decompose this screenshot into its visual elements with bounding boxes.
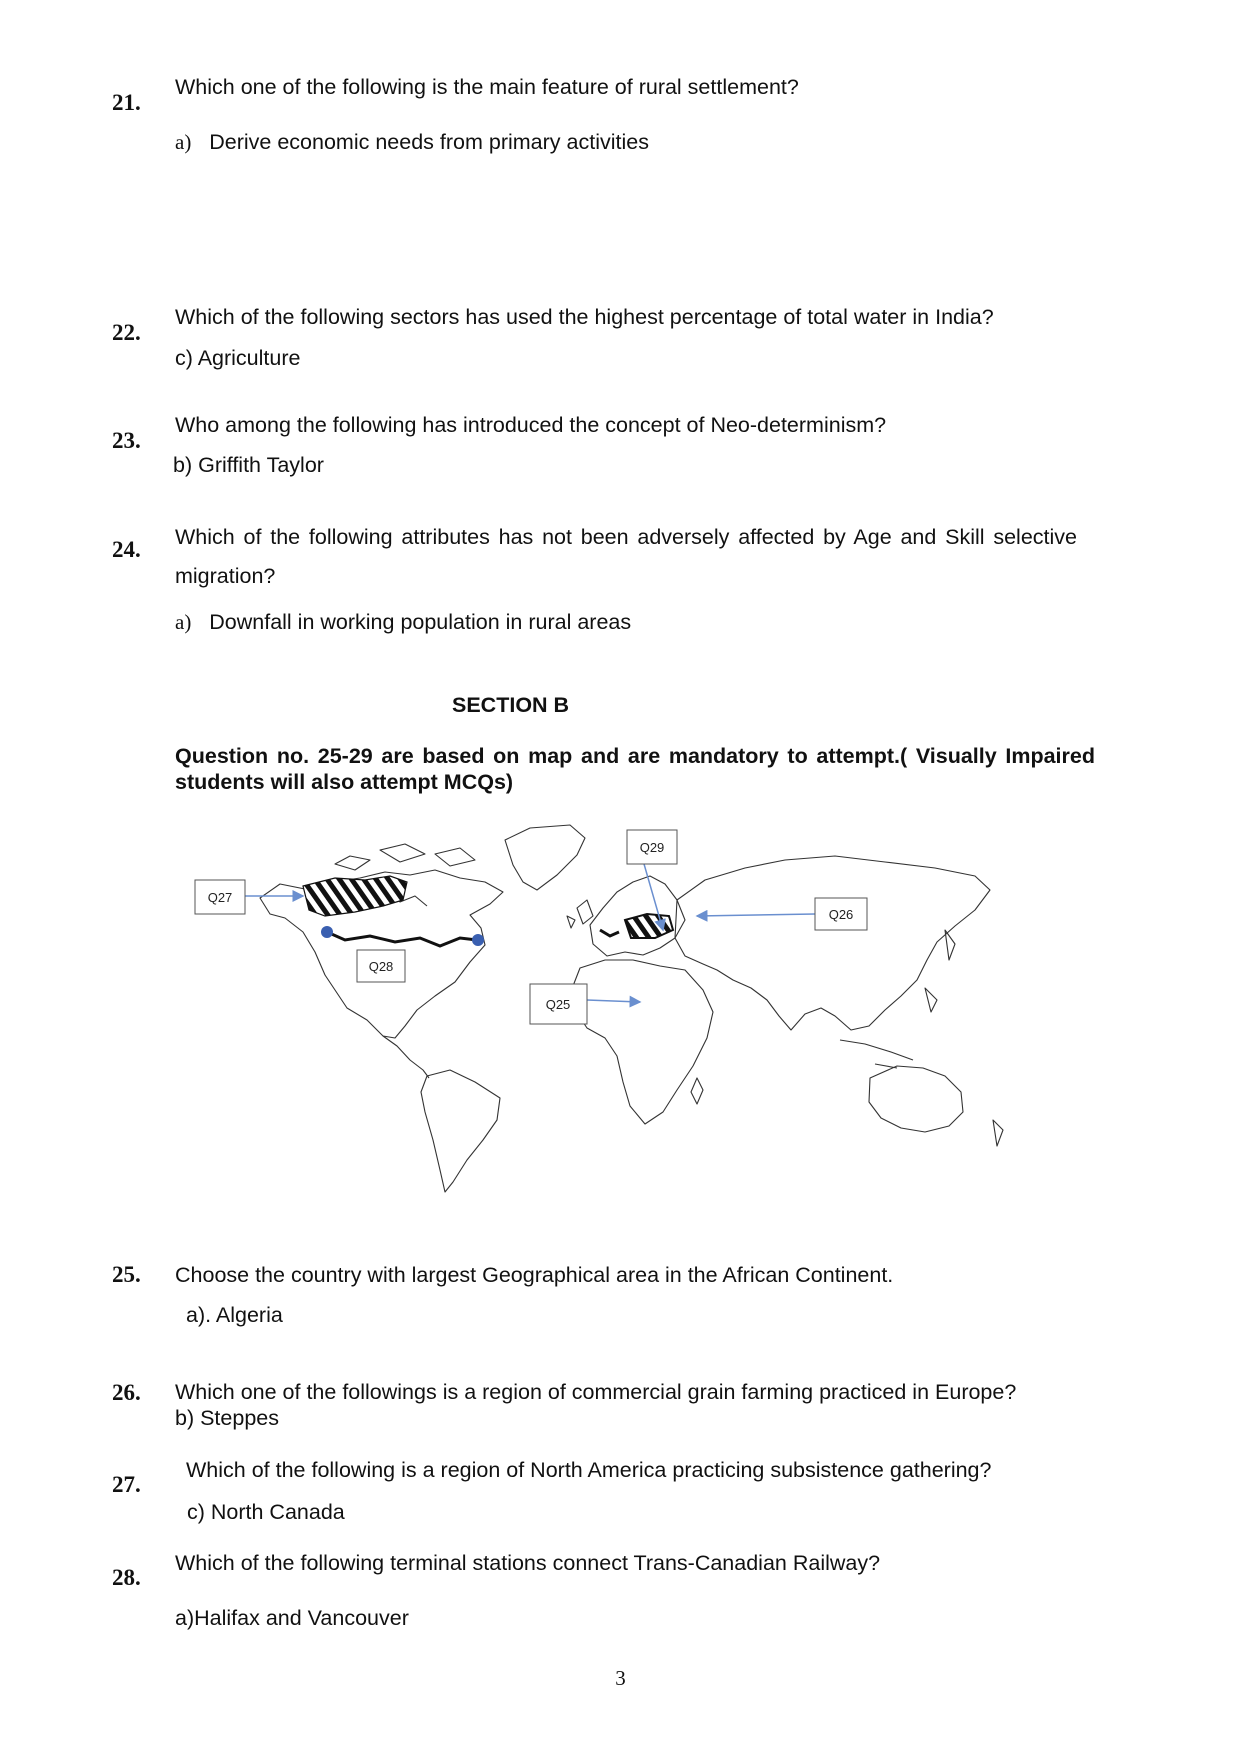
answer-option: c) North Canada — [187, 1500, 345, 1524]
answer-option: a). Algeria — [186, 1303, 283, 1327]
south-america-outline — [421, 1070, 500, 1192]
q25-label: Q25 — [545, 997, 571, 1012]
question-text: Which of the following is a region of North America practicing subsistence gathering? — [186, 1458, 992, 1482]
option-text: Downfall in working population in rural areas — [209, 610, 632, 634]
japan-islands — [925, 930, 955, 1012]
question-number: 28. — [112, 1565, 141, 1590]
australia-outline — [869, 1066, 963, 1132]
question-number: 23. — [112, 428, 141, 453]
africa-outline — [573, 960, 713, 1124]
answer-option — [175, 127, 649, 157]
option-letter: a) — [175, 130, 192, 154]
q29-label: Q29 — [639, 840, 665, 855]
q27-hatched-region — [303, 876, 407, 916]
option-letter: a) — [175, 610, 192, 634]
new-zealand — [993, 1120, 1003, 1146]
se-asia-islands — [840, 1040, 913, 1068]
greenland-outline — [505, 825, 585, 890]
q28-railway-line — [327, 932, 477, 946]
option-letter: a) — [175, 1606, 195, 1630]
madagascar — [691, 1078, 703, 1104]
asia-outline — [675, 856, 990, 1030]
question-text: Who among the following has introduced the concept of Neo-determinism? — [175, 413, 887, 437]
answer-option — [175, 1603, 409, 1633]
central-america-outline — [383, 1036, 429, 1078]
halifax-marker — [472, 934, 484, 946]
question-number: 26. — [112, 1380, 141, 1405]
q26-hatched-region — [625, 914, 673, 938]
world-map — [185, 820, 1105, 1200]
question-number: 27. — [112, 1472, 141, 1497]
q25-arrow — [587, 1000, 640, 1002]
question-number: 24. — [112, 537, 141, 562]
question-text: Which of the following terminal stations connect Trans-Canadian Railway? — [175, 1551, 881, 1575]
vancouver-marker — [321, 926, 333, 938]
question-text: Which one of the following is the main feature of rural settlement? — [175, 75, 799, 99]
q26-label: Q26 — [828, 907, 854, 922]
q27-label: Q27 — [207, 890, 233, 905]
question-number: 22. — [112, 320, 141, 345]
question-text: Which of the following attributes has not been adversely affected by Age and Skill selective migration? — [175, 525, 1077, 588]
section-title: SECTION B — [452, 693, 570, 717]
answer-option: b) Griffith Taylor — [173, 453, 324, 477]
answer-option: c) Agriculture — [175, 346, 301, 370]
question-text: Which one of the followings is a region of commercial grain farming practiced in Europe? — [175, 1380, 1017, 1404]
q28-label: Q28 — [368, 959, 394, 974]
arctic-islands — [335, 844, 475, 870]
question-text: Which of the following sectors has used the highest percentage of total water in India? — [175, 305, 994, 329]
option-text: Derive economic needs from primary activities — [209, 130, 649, 154]
answer-option — [175, 607, 631, 637]
british-isles — [567, 900, 593, 928]
q29-border-line — [600, 930, 619, 936]
question-number: 21. — [112, 90, 141, 115]
option-text: Halifax and Vancouver — [194, 1606, 409, 1630]
question-text: Choose the country with largest Geographical area in the African Continent. — [175, 1263, 894, 1287]
answer-option: b) Steppes — [175, 1406, 279, 1430]
section-instruction: Question no. 25-29 are based on map and are mandatory to attempt.( Visually Impaired students will also attempt MCQs) — [175, 744, 1095, 794]
question-number: 25. — [112, 1262, 141, 1287]
page-number: 3 — [615, 1666, 626, 1690]
q26-arrow — [697, 914, 815, 916]
